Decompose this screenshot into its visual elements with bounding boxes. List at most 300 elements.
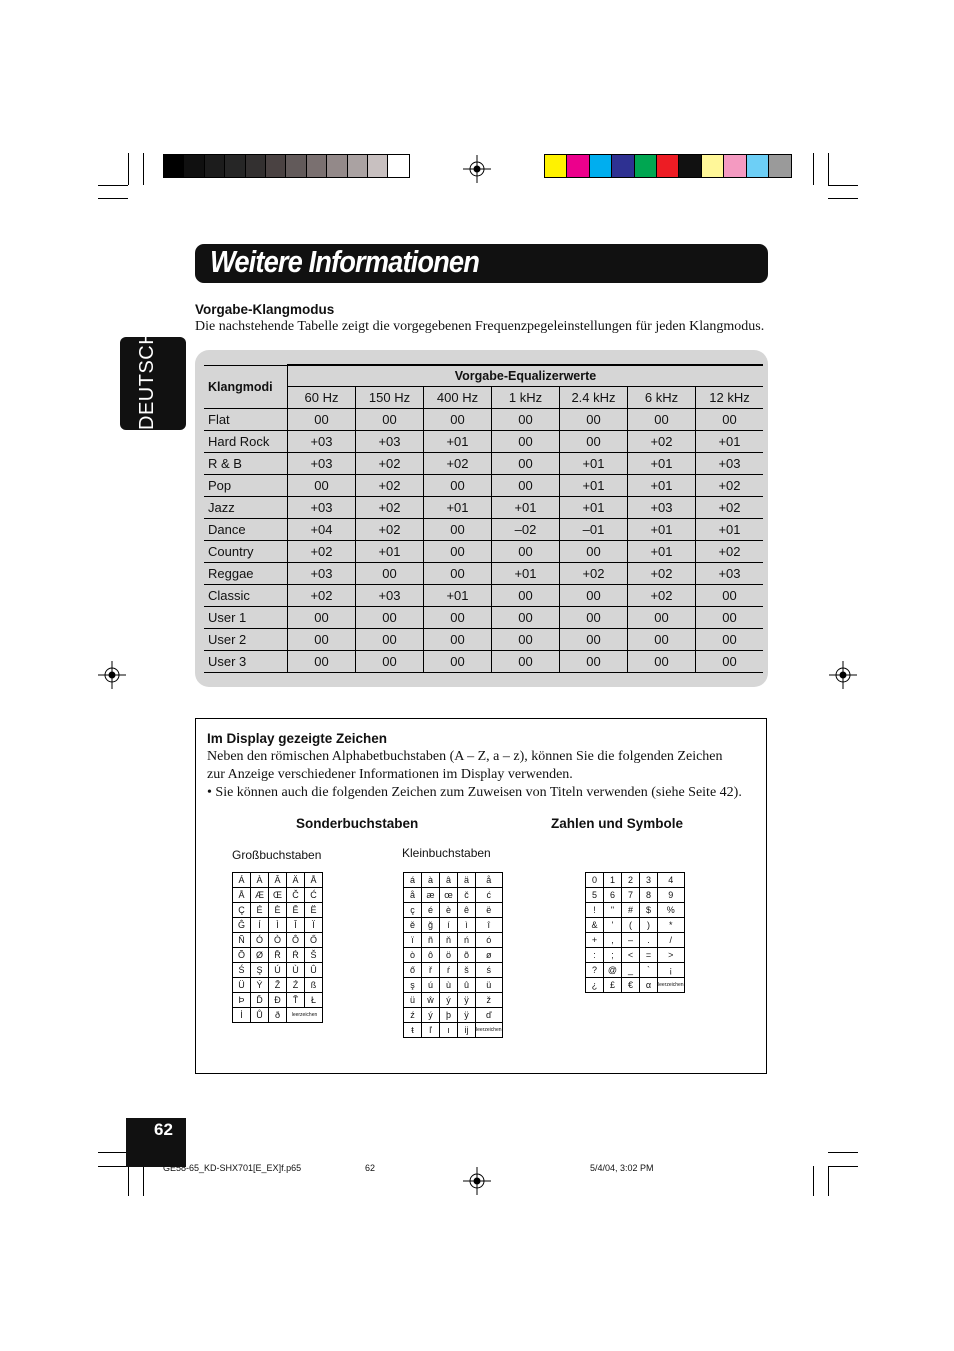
char-cell: Ü — [233, 978, 251, 993]
char-cell: ğ — [422, 918, 440, 933]
eq-value: +01 — [560, 453, 628, 475]
char-cell: Û — [305, 963, 323, 978]
color-swatch — [590, 155, 612, 177]
char-cell: < — [622, 948, 640, 963]
crop-mark — [813, 1166, 814, 1196]
char-cell: . — [640, 933, 658, 948]
color-swatch — [769, 155, 791, 177]
char-cell: Å — [233, 888, 251, 903]
char-cell: ð — [269, 1008, 287, 1023]
char-cell: ü — [476, 978, 503, 993]
eq-value: +02 — [288, 585, 356, 607]
color-swatch — [747, 155, 769, 177]
grid-row — [233, 873, 323, 888]
char-cell: å — [404, 888, 422, 903]
char-cell: – — [622, 933, 640, 948]
char-cell: å — [476, 873, 503, 888]
mode-name: Hard Rock — [204, 431, 288, 453]
eq-value: 00 — [696, 585, 764, 607]
zahlen-heading: Zahlen und Symbole — [551, 816, 684, 831]
char-cell: ! — [586, 903, 604, 918]
page-number: 62 — [154, 1120, 173, 1139]
char-cell: ¡ — [658, 963, 685, 978]
eq-value: 00 — [560, 651, 628, 673]
crop-mark — [828, 1152, 858, 1153]
eq-value: 00 — [424, 519, 492, 541]
eq-value: 00 — [696, 629, 764, 651]
char-cell: Ì — [269, 918, 287, 933]
eq-value: +02 — [628, 431, 696, 453]
char-cell: ŕ — [440, 963, 458, 978]
char-cell: ó — [476, 933, 503, 948]
char-cell: õ — [458, 948, 476, 963]
color-swatch — [246, 155, 266, 177]
table-row — [204, 607, 763, 629]
space-cell: leerzeichen — [476, 1023, 503, 1038]
color-swatch — [368, 155, 388, 177]
crop-mark — [828, 198, 858, 199]
char-cell: ä — [458, 873, 476, 888]
eq-value: 00 — [492, 453, 560, 475]
upper-label: Großbuchstaben — [232, 848, 322, 862]
char-cell: Ź — [287, 978, 305, 993]
mode-name: Flat — [204, 409, 288, 431]
char-cell: ž — [476, 993, 503, 1008]
char-cell: æ — [422, 888, 440, 903]
grid-row — [404, 948, 503, 963]
eq-value: 00 — [288, 409, 356, 431]
eq-value: +01 — [696, 519, 764, 541]
char-cell: _ — [622, 963, 640, 978]
eq-value: 00 — [696, 409, 764, 431]
freq-header: 6 kHz — [628, 387, 696, 409]
freq-header: 12 kHz — [696, 387, 764, 409]
eq-value: +02 — [356, 453, 424, 475]
section-text: Neben den römischen Alphabetbuchstaben (A – Z, a – z), können Sie die folgenden Zeichen — [207, 749, 723, 764]
eq-value: 00 — [628, 607, 696, 629]
eq-value: 00 — [628, 409, 696, 431]
color-swatch — [679, 155, 701, 177]
char-cell: č — [458, 888, 476, 903]
eq-value: 00 — [492, 409, 560, 431]
char-cell: Ž — [269, 978, 287, 993]
eq-value: 00 — [356, 607, 424, 629]
char-cell: û — [458, 978, 476, 993]
char-cell: ć — [476, 888, 503, 903]
char-cell: Š — [305, 948, 323, 963]
char-cell: * — [658, 918, 685, 933]
char-cell: ź — [404, 1008, 422, 1023]
crop-mark — [128, 153, 129, 185]
char-cell: 8 — [640, 888, 658, 903]
grid-row — [586, 963, 685, 978]
char-cell: ï — [404, 933, 422, 948]
crop-mark — [828, 185, 858, 186]
registration-mark-icon — [828, 660, 858, 690]
char-cell: % — [658, 903, 685, 918]
table-row — [204, 519, 763, 541]
registration-mark-icon — [462, 154, 492, 184]
eq-value: 00 — [356, 629, 424, 651]
grid-row — [586, 918, 685, 933]
char-cell: 9 — [658, 888, 685, 903]
char-cell: Č — [287, 888, 305, 903]
freq-header: 1 kHz — [492, 387, 560, 409]
char-cell: ý — [440, 993, 458, 1008]
char-cell: É — [251, 903, 269, 918]
grid-row — [404, 963, 503, 978]
char-cell: Ë — [305, 903, 323, 918]
eq-value: 00 — [356, 563, 424, 585]
eq-value: 00 — [424, 607, 492, 629]
grid-row — [233, 978, 323, 993]
eq-value: +01 — [628, 519, 696, 541]
char-cell: Ù — [287, 963, 305, 978]
table-row — [204, 431, 763, 453]
color-swatch — [724, 155, 746, 177]
char-cell: İ — [233, 1008, 251, 1023]
eq-value: 00 — [424, 629, 492, 651]
char-cell: 2 — [622, 873, 640, 888]
char-cell: ¿ — [586, 978, 604, 993]
registration-mark-icon — [97, 660, 127, 690]
char-cell: ) — [640, 918, 658, 933]
grid-row — [586, 978, 685, 993]
color-swatch — [567, 155, 589, 177]
grid-row — [404, 1023, 503, 1038]
char-cell: $ — [640, 903, 658, 918]
char-cell: 3 — [640, 873, 658, 888]
upper-char-grid — [232, 872, 323, 1023]
char-cell: Ş — [251, 963, 269, 978]
char-cell: 5 — [586, 888, 604, 903]
eq-value: 00 — [560, 585, 628, 607]
eq-value: +03 — [288, 497, 356, 519]
eq-value: +03 — [288, 563, 356, 585]
crop-mark — [828, 1166, 829, 1196]
language-label: DEUTSCH — [136, 329, 158, 430]
color-swatch — [164, 155, 184, 177]
char-cell: Ú — [269, 963, 287, 978]
eq-value: 00 — [424, 475, 492, 497]
mode-name: Pop — [204, 475, 288, 497]
freq-header: 150 Hz — [356, 387, 424, 409]
crop-mark — [828, 1166, 858, 1167]
footer-file: GE58-65_KD-SHX701[E_EX]f.p65 — [163, 1163, 302, 1173]
eq-value: +01 — [628, 475, 696, 497]
mode-name: R & B — [204, 453, 288, 475]
char-cell: Ê — [287, 903, 305, 918]
grayscale-bar — [163, 154, 410, 178]
eq-value: 00 — [424, 409, 492, 431]
table-row — [204, 585, 763, 607]
eq-value: 00 — [492, 651, 560, 673]
grid-row — [233, 1008, 323, 1023]
char-cell: ě — [404, 918, 422, 933]
char-cell: ď — [476, 1008, 503, 1023]
char-cell: Ś — [233, 963, 251, 978]
mode-name: Dance — [204, 519, 288, 541]
char-cell: œ — [440, 888, 458, 903]
char-cell: ê — [458, 903, 476, 918]
char-cell: α — [640, 978, 658, 993]
char-cell: ő — [404, 963, 422, 978]
char-cell: Ĝ — [233, 918, 251, 933]
grid-row — [404, 933, 503, 948]
char-cell: ij — [458, 1023, 476, 1038]
char-cell: Ť — [287, 993, 305, 1008]
eq-value: +02 — [696, 497, 764, 519]
crop-mark — [143, 153, 144, 185]
char-cell: ç — [404, 903, 422, 918]
char-cell: ń — [458, 933, 476, 948]
char-cell: Õ — [233, 948, 251, 963]
crop-mark — [143, 1166, 144, 1196]
eq-value: +02 — [560, 563, 628, 585]
eq-value: –01 — [560, 519, 628, 541]
symbol-char-grid — [585, 872, 685, 993]
char-cell: ñ — [422, 933, 440, 948]
char-cell: Ç — [233, 903, 251, 918]
color-swatch — [612, 155, 634, 177]
char-cell: ù — [440, 978, 458, 993]
crop-mark — [98, 1152, 128, 1153]
eq-value: +01 — [492, 497, 560, 519]
char-cell: ì — [458, 918, 476, 933]
eq-value: 00 — [492, 431, 560, 453]
char-cell: Ó — [251, 933, 269, 948]
char-cell: ; — [604, 948, 622, 963]
char-cell: € — [622, 978, 640, 993]
lower-char-grid — [403, 872, 503, 1038]
color-bar — [544, 154, 792, 178]
char-cell: ö — [440, 948, 458, 963]
mode-header: Klangmodi — [204, 365, 288, 409]
color-swatch — [702, 155, 724, 177]
char-cell: Ñ — [233, 933, 251, 948]
eq-value: 00 — [628, 651, 696, 673]
grid-row — [233, 903, 323, 918]
eq-value: +03 — [696, 453, 764, 475]
char-cell: Ï — [305, 918, 323, 933]
char-cell: ë — [476, 903, 503, 918]
char-cell: ß — [305, 978, 323, 993]
char-cell: Å — [305, 873, 323, 888]
char-cell: @ — [604, 963, 622, 978]
crop-mark — [828, 153, 829, 185]
footer-page: 62 — [365, 1163, 376, 1173]
eq-value: +01 — [696, 431, 764, 453]
grid-row — [586, 873, 685, 888]
eq-value: +02 — [424, 453, 492, 475]
crop-mark — [98, 185, 128, 186]
sonder-heading: Sonderbuchstaben — [296, 816, 419, 831]
crop-mark — [128, 1166, 129, 1196]
mode-name: User 2 — [204, 629, 288, 651]
eq-value: 00 — [560, 431, 628, 453]
char-cell: š — [458, 963, 476, 978]
char-cell: þ — [440, 1008, 458, 1023]
eq-value: +01 — [628, 541, 696, 563]
mode-name: Jazz — [204, 497, 288, 519]
space-cell: leerzeichen — [287, 1008, 323, 1023]
bullet-text: • Sie können auch die folgenden Zeichen zum Zuweisen von Titeln verwenden (siehe Seite 42). — [207, 785, 742, 800]
grid-row — [404, 993, 503, 1008]
eq-value: +01 — [424, 431, 492, 453]
section-heading: Vorgabe-Klangmodus — [195, 302, 335, 317]
color-swatch — [657, 155, 679, 177]
table-row — [204, 563, 763, 585]
eq-value: +03 — [628, 497, 696, 519]
color-swatch — [348, 155, 368, 177]
section-text: zur Anzeige verschiedener Informationen im Display verwenden. — [207, 767, 573, 782]
char-cell: ý — [422, 1008, 440, 1023]
mode-name: User 3 — [204, 651, 288, 673]
eq-value: +02 — [356, 519, 424, 541]
crop-mark — [813, 153, 814, 185]
eq-value: +02 — [696, 475, 764, 497]
char-cell: à — [422, 873, 440, 888]
eq-value: 00 — [492, 585, 560, 607]
char-cell: 7 — [622, 888, 640, 903]
color-swatch — [388, 155, 408, 177]
table-row — [204, 409, 763, 431]
color-swatch — [545, 155, 567, 177]
char-cell: À — [251, 873, 269, 888]
eq-value: +01 — [560, 497, 628, 519]
eq-value: 00 — [492, 629, 560, 651]
eq-value: 00 — [492, 475, 560, 497]
color-swatch — [266, 155, 286, 177]
char-cell: + — [586, 933, 604, 948]
eq-value: 00 — [560, 409, 628, 431]
eq-value: 00 — [356, 409, 424, 431]
char-cell: ` — [640, 963, 658, 978]
grid-row — [233, 963, 323, 978]
char-cell: ú — [422, 978, 440, 993]
eq-value: –02 — [492, 519, 560, 541]
eq-value: 00 — [560, 607, 628, 629]
char-cell: ? — [586, 963, 604, 978]
freq-header: 60 Hz — [288, 387, 356, 409]
char-cell: ľ — [422, 1023, 440, 1038]
table-row — [204, 629, 763, 651]
grid-row — [586, 933, 685, 948]
grid-row — [233, 918, 323, 933]
eq-value: +04 — [288, 519, 356, 541]
char-cell: ś — [476, 963, 503, 978]
char-cell: Þ — [233, 993, 251, 1008]
char-cell: Ő — [305, 933, 323, 948]
eq-value: 00 — [696, 607, 764, 629]
eq-value: +02 — [628, 563, 696, 585]
section-heading: Im Display gezeigte Zeichen — [207, 731, 388, 746]
char-cell: ø — [476, 948, 503, 963]
eq-value: 00 — [424, 541, 492, 563]
char-cell: Ů — [251, 1008, 269, 1023]
grid-row — [586, 948, 685, 963]
eq-value: 00 — [424, 651, 492, 673]
eq-value: +01 — [424, 585, 492, 607]
char-cell: È — [269, 903, 287, 918]
mode-name: Country — [204, 541, 288, 563]
group-header: Vorgabe-Equalizerwerte — [288, 365, 764, 387]
color-swatch — [184, 155, 204, 177]
char-cell: ř — [422, 963, 440, 978]
eq-value: 00 — [424, 563, 492, 585]
eq-value: 00 — [288, 607, 356, 629]
freq-header: 400 Hz — [424, 387, 492, 409]
char-cell: Á — [233, 873, 251, 888]
char-cell: Ć — [305, 888, 323, 903]
eq-value: +01 — [628, 453, 696, 475]
eq-value: 00 — [696, 651, 764, 673]
grid-row — [586, 888, 685, 903]
char-cell: : — [586, 948, 604, 963]
char-cell: ' — [604, 918, 622, 933]
footer-date: 5/4/04, 3:02 PM — [590, 1163, 654, 1173]
eq-value: +01 — [424, 497, 492, 519]
color-swatch — [225, 155, 245, 177]
eq-value: +03 — [288, 431, 356, 453]
mode-name: Reggae — [204, 563, 288, 585]
mode-name: Classic — [204, 585, 288, 607]
char-cell: ŧ — [404, 1023, 422, 1038]
char-cell: Î — [287, 918, 305, 933]
eq-value: 00 — [288, 629, 356, 651]
char-cell: Ł — [305, 993, 323, 1008]
table-row — [204, 541, 763, 563]
char-cell: Ř — [269, 948, 287, 963]
page-title: Weitere Informationen — [210, 244, 480, 279]
eq-value: 00 — [288, 651, 356, 673]
char-cell: 6 — [604, 888, 622, 903]
char-cell: , — [604, 933, 622, 948]
char-cell: ( — [622, 918, 640, 933]
char-cell: / — [658, 933, 685, 948]
eq-value: +02 — [356, 497, 424, 519]
grid-row — [233, 933, 323, 948]
char-cell: ı — [440, 1023, 458, 1038]
eq-value: 00 — [628, 629, 696, 651]
space-cell: leerzeichen — [658, 978, 685, 993]
char-cell: Ø — [251, 948, 269, 963]
grid-row — [586, 903, 685, 918]
eq-value: +01 — [492, 563, 560, 585]
crop-mark — [98, 1166, 128, 1167]
char-cell: ň — [440, 933, 458, 948]
grid-row — [404, 978, 503, 993]
grid-row — [404, 918, 503, 933]
char-cell: Œ — [269, 888, 287, 903]
grid-row — [233, 948, 323, 963]
char-cell: Æ — [251, 888, 269, 903]
char-cell: = — [640, 948, 658, 963]
eq-value: 00 — [288, 475, 356, 497]
char-cell: Ô — [287, 933, 305, 948]
char-cell: é — [422, 903, 440, 918]
eq-value: 00 — [356, 651, 424, 673]
color-swatch — [327, 155, 347, 177]
eq-value: 00 — [492, 541, 560, 563]
eq-value: +01 — [560, 475, 628, 497]
eq-value: +03 — [356, 585, 424, 607]
char-cell: & — [586, 918, 604, 933]
char-cell: Â — [269, 873, 287, 888]
eq-value: +02 — [356, 475, 424, 497]
registration-mark-icon — [462, 1166, 492, 1196]
eq-value: +02 — [288, 541, 356, 563]
